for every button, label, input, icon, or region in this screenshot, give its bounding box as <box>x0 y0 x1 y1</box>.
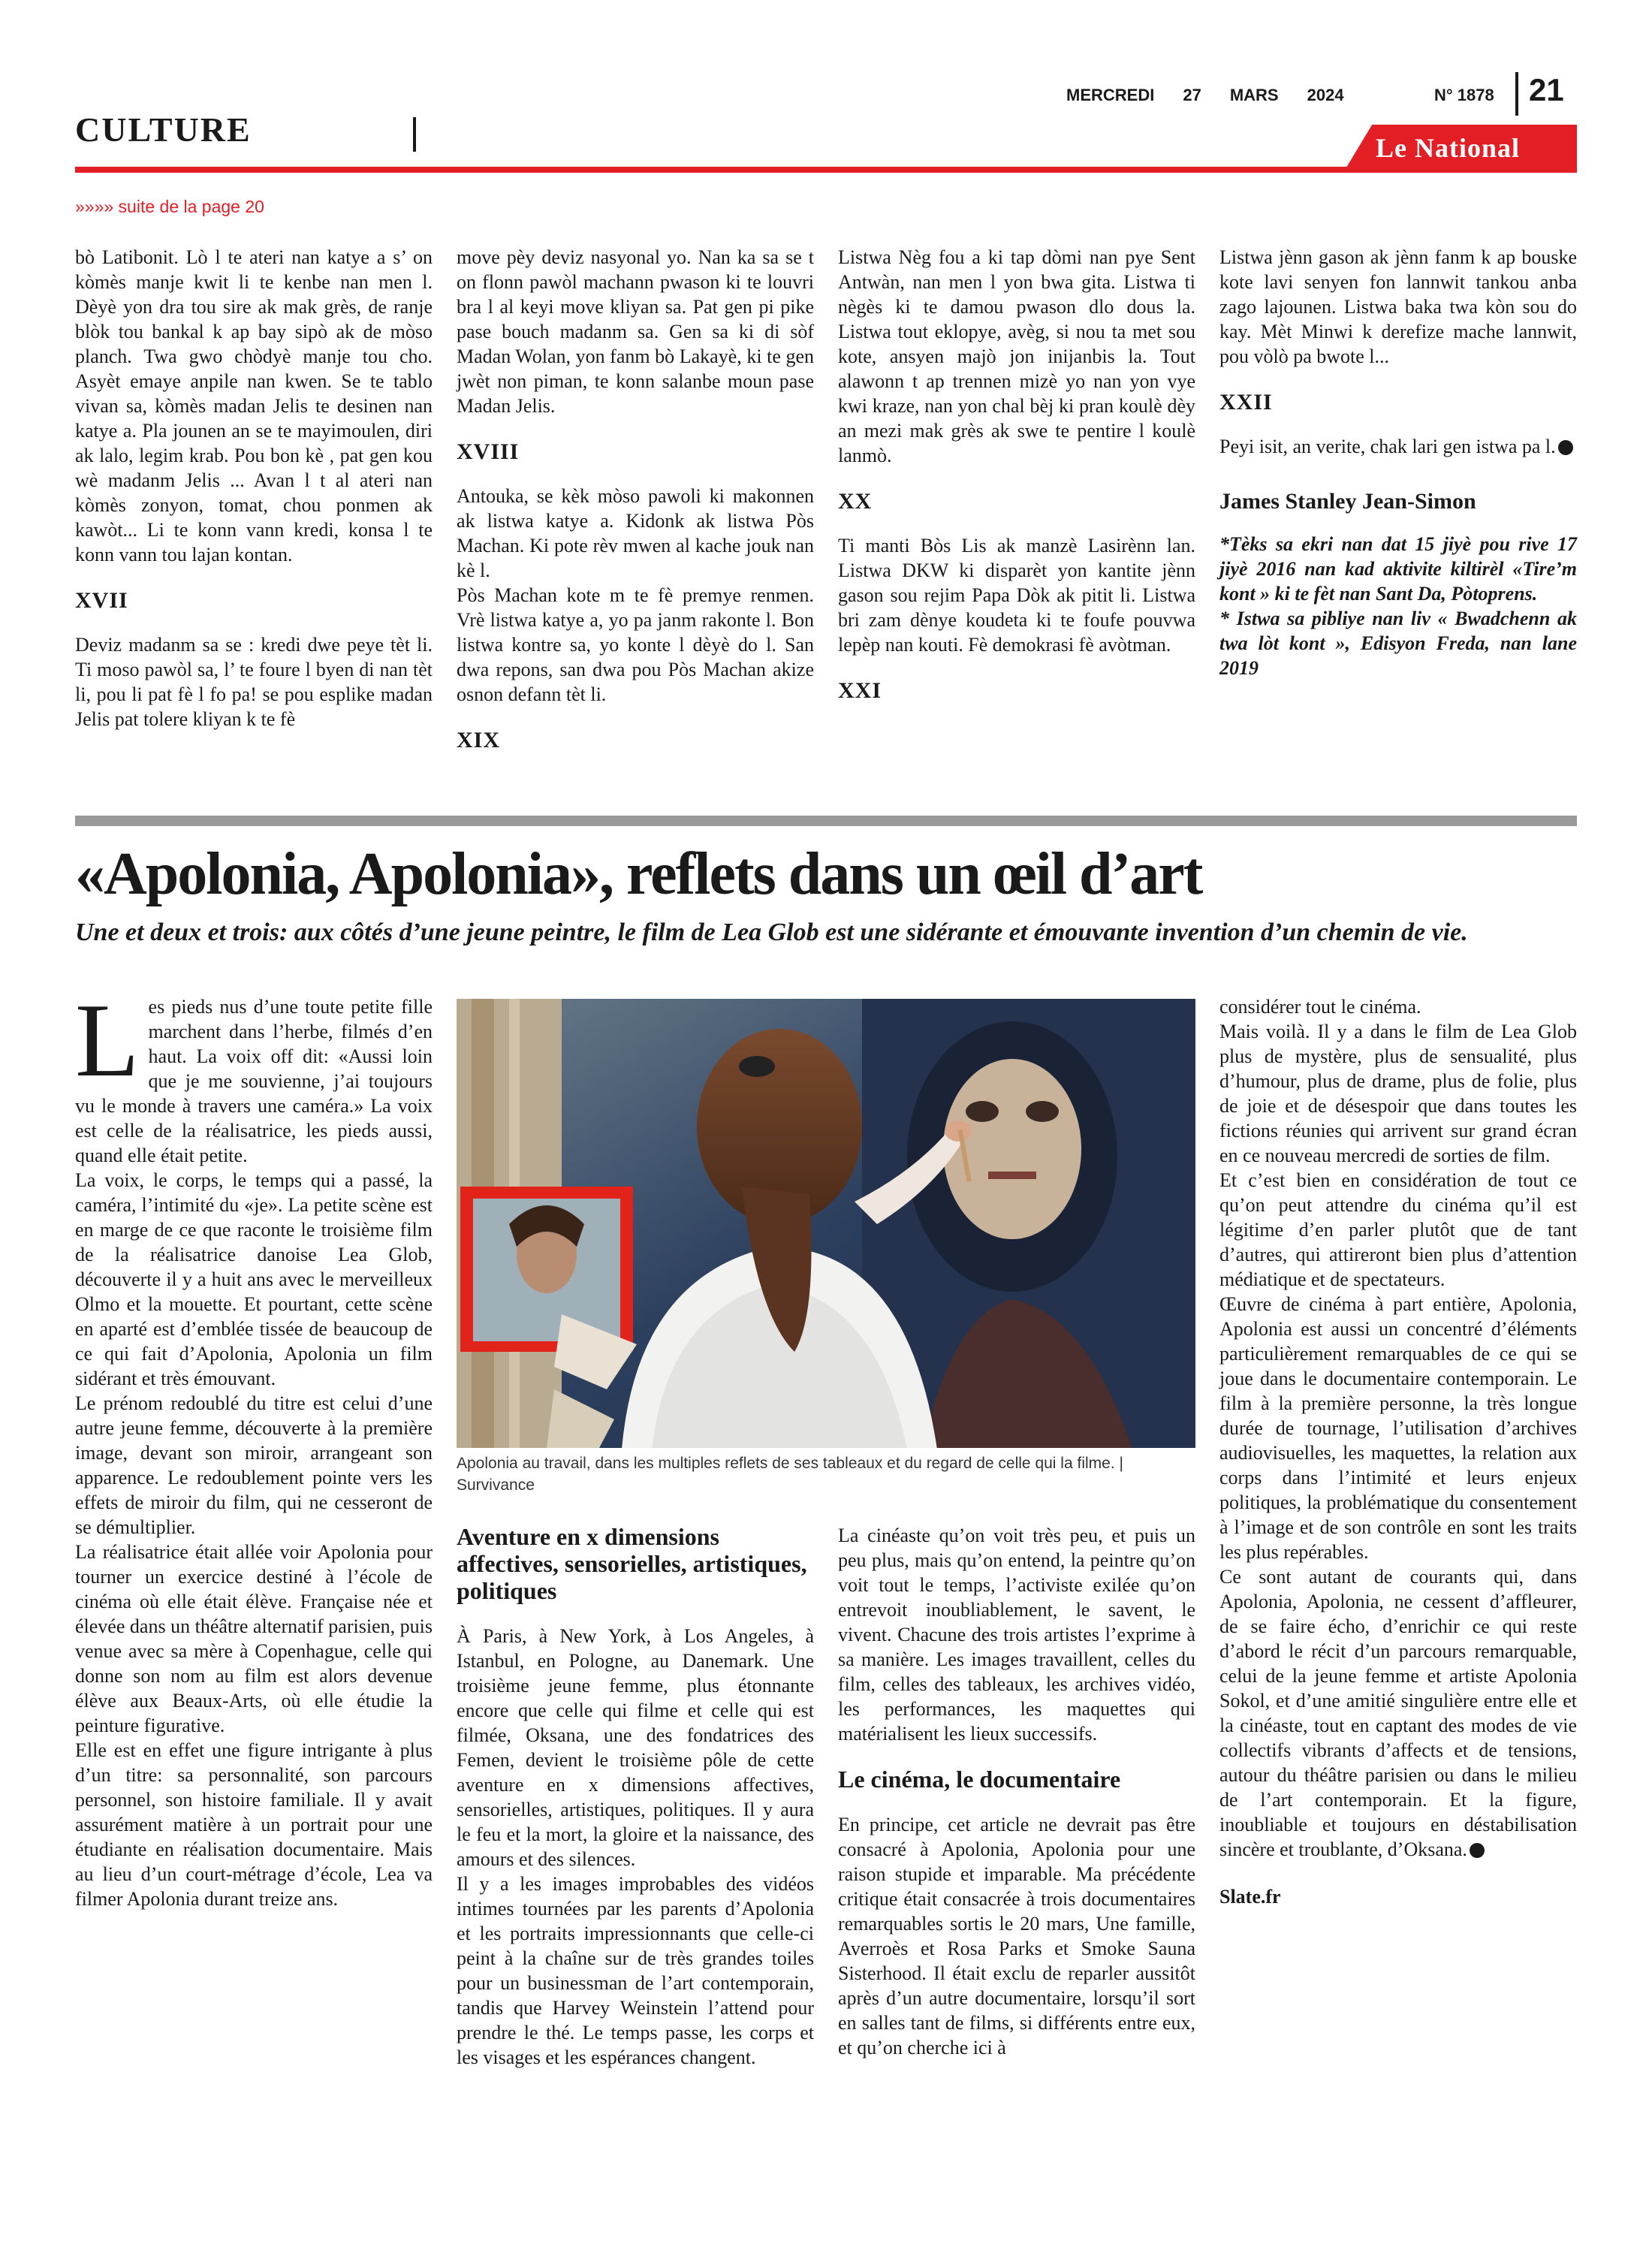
kreyol-column-1 <box>75 245 433 731</box>
paragraph: Ti manti Bòs Lis ak manzè Lasirènn lan. Listwa DKW ki disparèt yon kantite jènn gason sou rejim Papa Dòk ak pitit li. Listwa bri zam dènye koudeta ki te foufe pouvwa lepèp nan kouti. Fè demokrasi fè avòtman. <box>838 535 1195 656</box>
continued-from: »»»» suite de la page 20 <box>75 197 264 216</box>
article-source: Slate.fr <box>1219 1886 1281 1908</box>
end-mark-icon <box>1470 1843 1485 1858</box>
paragraph: En principe, cet article ne devrait pas être consacré à Apolonia, Apolonia pour une raison stupide et imparable. Ma précédente critique était consacrée à trois documentaires remarquables sortis le 20 mars, Une famille, Averroès et Rosa Parks et Smoke Sauna Sisterhood. Il était exclu de reparler aussitôt après d’un autre documentaire, lorsqu’il sort en salles tant de films, si différents entre eux, et qu’on cherche ici à <box>838 1814 1195 2058</box>
paragraph: Deviz madanm sa se : kredi dwe peye tèt li. Ti moso pawòl sa, l’ te foure l byen di nan tèt li, pou li pat fè l fo pa! se pou esplike madan Jelis pat tolere kliyan k te fè <box>75 634 433 730</box>
article-column-3 <box>838 1523 1195 2060</box>
chapter-heading: XXI <box>838 678 882 703</box>
paragraph: move pèy deviz nasyonal yo. Nan ka sa se t on flonn pawòl machann pwason ki te louvri bra l al keyi move kliyan sa. Pat gen pi pike pase bouch madanm sa. Gen sa ki di sòf Madan Wolan, yon fanm bò Lakayè, ki te gen jwèt non piman, te konn salanbe moun pase Madan Jelis. <box>457 246 814 417</box>
paragraph: Listwa Nèg fou a ki tap dòmi nan pye Sent Antwàn, nan men l yon bwa gita. Listwa ti nègès ki te damou pwason dlo dous la. Listwa tout eklopye, avèg, si nou ta met sou kote, ansyen majò jon inijanbis la. Tout alawonn t ap trennen mizè yo nan yon vye kwi kraze, nan yon chal bèj ki pran koulè dèy an mezi mak grès ak swe te pentire l koulè lanmò. <box>838 246 1195 466</box>
section-title-separator <box>413 117 416 152</box>
footnote: * Istwa sa pibliye nan liv « Bwadchenn ak twa lòt kont », Edisyon Freda, nan lane 2019 <box>1219 608 1577 679</box>
kreyol-column-3 <box>838 245 1195 722</box>
kreyol-column-2 <box>457 245 814 772</box>
paragraph: À Paris, à New York, à Los Angeles, à Istanbul, en Pologne, au Danemark. Une troisième jeune femme, plus étonnante encore que celle qui filme et celle qui est filmée, Oksana, une des fondatrices des Femen, devient le troisième pôle de cette aventure en x dimensions affectives, sensorielles, artistiques, politiques. Il y aura le feu et la mort, la gloire et la naissance, des amours et des silences. <box>457 1625 814 1870</box>
chapter-heading: XXII <box>1219 390 1273 415</box>
paragraph: es pieds nus d’une toute petite fille marchent dans l’herbe, filmés d’en haut. La voix off dit: «Aussi loin que je me souvienne, j’ai toujours vu le monde à travers une caméra.» La voix est celle de la réalisatrice, les pieds aussi, quand elle était petite. <box>75 996 433 1166</box>
kreyol-column-4 <box>1219 245 1577 680</box>
paragraph: Listwa jènn gason ak jènn fanm k ap bouske kote lavi senyen fon lannwit tankou anba zago lajounen. Listwa baka twa kòn sou do kay. Mèt Minwi k derefize mache lannwit, pou vòlò pa bwote l... <box>1219 246 1577 367</box>
issue-number: N° 1878 <box>1434 86 1494 104</box>
photo-caption: Apolonia au travail, dans les multiples reflets de ses tableaux et du regard de celle qui la filme. | Survivance <box>457 1455 1123 1494</box>
story-divider <box>75 816 1577 826</box>
paragraph: La réalisatrice était allée voir Apolonia pour tourner un exercice destiné à l’école de cinéma où elle était élève. Française née et élevée dans un théâtre alternatif parisien, puis venue avec sa mère à Copenhague, celle qui donne son nom au film est alors devenue élève aux Beaux-Arts, où elle étudie la peinture figurative. <box>75 1541 433 1736</box>
article-subheading: Le cinéma, le documentaire <box>838 1766 1121 1793</box>
paragraph: Le prénom redoublé du titre est celui d’une autre jeune femme, découverte à la première image, devant son miroir, arrangeant son apparence. Le redoublement pointe vers les effets de miroir du film, qui ne cesseront de se démultiplier. <box>75 1392 433 1538</box>
paragraph: La voix, le corps, le temps qui a passé, la caméra, l’intimité du «je». La petite scène est en marge de ce que raconte le troisième film de la réalisatrice danoise Lea Glob, découverte il y a huit ans avec le merveilleux Olmo et la mouette. Et pourtant, cette scène en aparté est d’emblée tissée de beaucoup de ce qui fait d’Apolonia, Apolonia un film sidérant et très émouvant. <box>75 1169 433 1389</box>
chapter-heading: XVIII <box>457 439 520 464</box>
footnote: *Tèks sa ekri nan dat 15 jiyè pou rive 17 jiyè 2016 nan kad aktivite kiltirèl «Tire’m kont » ki te fèt nan Sant Da, Pòtoprens. <box>1219 533 1577 605</box>
paragraph <box>1219 434 1577 459</box>
paragraph: Il y a les images improbables des vidéos intimes tournées par les parents d’Apolonia et les portraits impressionnants que celle-ci peint à la chaîne sur de très grandes toiles pour un businessman de l’art contemporain, tandis que Harvey Weinstein l’attend pour prendre le thé. Le temps passe, les corps et les visages et les espérances changent. <box>457 1873 814 2068</box>
paragraph-text: Ce sont autant de courants qui, dans Apolonia, Apolonia, ne cessent d’affleurer, de se faire écho, d’enrichir ce qui reste d’abord le récit d’un parcours remarquable, celui de la jeune femme et artiste Apolonia Sokol, et d’une amitié singulière entre elle et la cinéaste, tout en captant des modes de vie collectifs vibrants d’affects et de tensions, autour du théâtre parisien ou dans le milieu de l’art contemporain. Et la figure, inoubliable et toujours en déstabilisation sincère et troublante, d’Oksana. <box>1219 1566 1577 1860</box>
chapter-heading: XVII <box>75 588 128 613</box>
date-weekday: MERCREDI <box>1066 86 1155 104</box>
section-title: CULTURE <box>75 110 252 149</box>
date-month: MARS <box>1229 86 1279 104</box>
article-headline: «Apolonia, Apolonia», reflets dans un œil d’art <box>75 841 1202 907</box>
paragraph <box>1219 1564 1577 1862</box>
paragraph: Et c’est bien en considération de tout ce qu’on peut attendre du cinéma qu’il est légitime d’en parler plutôt que de tant d’autres, qui attireront bien plus d’attention médiatique et de spectateurs. <box>1219 1169 1577 1290</box>
paragraph: Œuvre de cinéma à part entière, Apolonia, Apolonia est aussi un concentré d’éléments particulièrement remarquables de ce qui se joue dans le documentaire contemporain. Le film à la première personne, la très longue durée de tournage, l’utilisation d’archives audiovisuelles, les maquettes, la relation aux corps dans l’intimité et leurs enjeux politiques, la problématique du consentement à l’image et de son contrôle en sont les traits les plus repérables. <box>1219 1293 1577 1563</box>
paragraph: bò Latibonit. Lò l te ateri nan katye a s’ on kòmès manje kwit li te kenbe nan men l. Dèyè yon dra tou sire ak mak grès, de ranje blòk tou bankal k ap bay sipò ak de mòso planch. Twa gwo chòdyè manje tou cho. Asyèt emaye anpile nan kwen. Se te tablo vivan sa, kòmès madan Jelis te desinen nan katye a. Pla jounen an se te mayimoulen, diri ak lalo, legim krab. Pou bon kè , pat gen kou wè madanm Jelis ... Avan l t al ateri nan kòmès zonyon, tomat, chou ponmen ak kawòt... Li te konn vann kredi, konsa l te konn vann tou lajan kontan. <box>75 246 433 566</box>
paragraph-text: Peyi isit, an verite, chak lari gen istwa pa l. <box>1219 436 1556 457</box>
chapter-heading: XIX <box>457 728 501 753</box>
issue-date <box>1066 86 1373 105</box>
drop-cap: L <box>75 982 140 1099</box>
page-number: 21 <box>1529 72 1564 107</box>
article-subheading: Aventure en x dimensions affectives, sensorielles, artistiques, politiques <box>457 1523 807 1604</box>
paragraph: Antouka, se kèk mòso pawoli ki makonnen ak listwa katye a. Kidonk ak listwa Pòs Machan. Ki pote rèv mwen al kache jouk nan kè l. <box>457 485 814 581</box>
page-number-separator <box>1515 72 1518 116</box>
date-year: 2024 <box>1307 86 1344 104</box>
paragraph: Mais voilà. Il y a dans le film de Lea Glob plus de mystère, plus de sensualité, plus d’humour, plus de drame, plus de folie, plus de joie et de désespoir que dans toutes les fictions réunies qui arrivent sur grand écran en ce nouveau mercredi de sorties de film. <box>1219 1021 1577 1166</box>
paragraph: La cinéaste qu’on voit très peu, et puis un peu plus, mais qu’on entend, la peintre qu’on voit tout le temps, l’activiste exilée qu’on entrevoit inoubliablement, le savent, le vivent. Chacune des trois artistes l’exprime à sa manière. Les images travaillent, celles du film, celles des tableaux, les archives vidéo, les performances, les maquettes qui matérialisent les lieux successifs. <box>838 1525 1195 1745</box>
chapter-heading: XX <box>838 489 873 514</box>
article-column-4 <box>1219 994 1577 1909</box>
article-subhead: Une et deux et trois: aux côtés d’une jeune peintre, le film de Lea Glob est une sidérante et émouvante invention d’un chemin de vie. <box>75 918 1468 946</box>
brand-name: Le National <box>1376 133 1521 163</box>
paragraph: considérer tout le cinéma. <box>1219 996 1421 1018</box>
author-name: James Stanley Jean-Simon <box>1219 489 1476 514</box>
article-column-2 <box>457 1523 814 2070</box>
painting-scene-illustration <box>457 999 1195 1448</box>
end-mark-icon <box>1558 440 1573 455</box>
paragraph: Elle est en effet une figure intrigante à plus d’un titre: sa personnalité, son parcours personnel, son histoire familiale. Il y avait assurément matière à un portrait pour une étudiante en réalisation documentaire. Mais au lieu d’un court-métrage d’école, Lea va filmer Apolonia durant treize ans. <box>75 1739 433 1910</box>
article-photo <box>457 999 1195 1448</box>
date-day: 27 <box>1183 86 1201 104</box>
article-column-1 <box>75 982 433 1911</box>
paragraph: Pòs Machan kote m te fè premye renmen. Vrè listwa katye a, yo pa janm rakonte l. Bon listwa kontre sa, yo konte l dèyè do l. San dwa repons, san dwa pou Pòs Machan akize osnon defann tèt li. <box>457 584 814 705</box>
